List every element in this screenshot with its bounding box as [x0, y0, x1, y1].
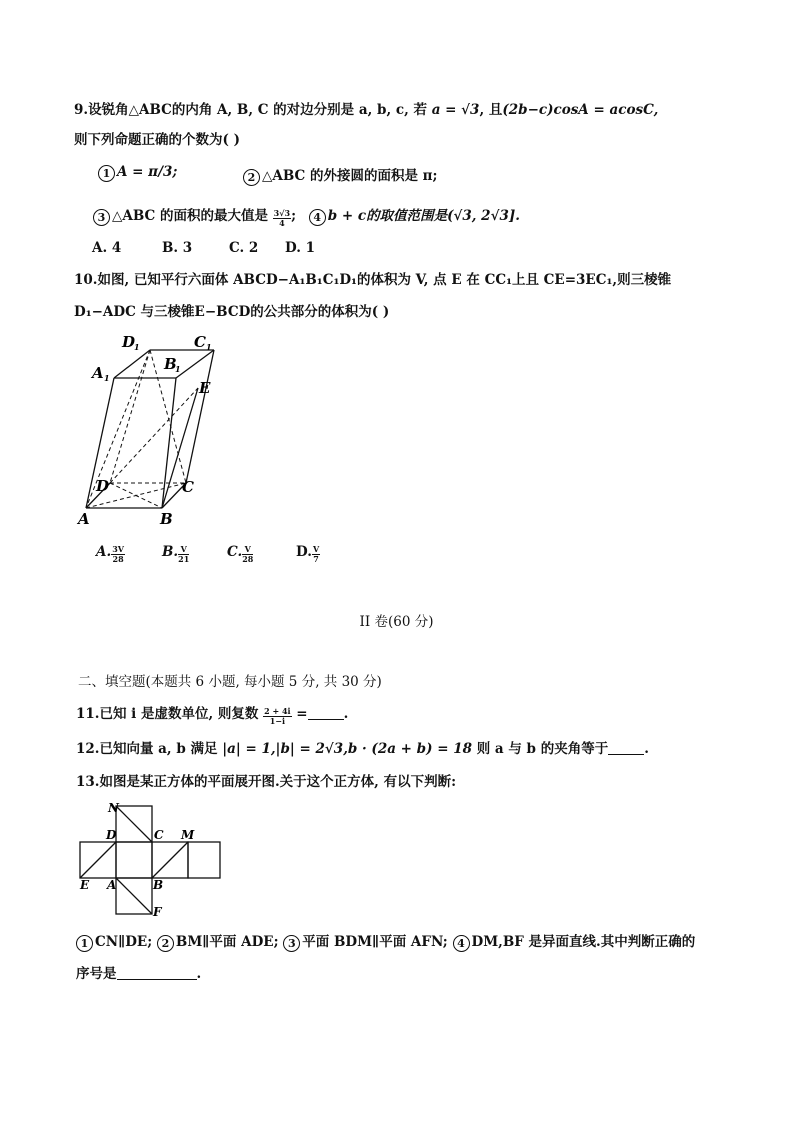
q13-option-4-text: DM,BF 是异面直线.其中判断正确的 — [471, 934, 696, 950]
svg-text:1: 1 — [104, 373, 110, 383]
q10-line2: D₁−ADC 与三棱锥E−BCD的公共部分的体积为( ) — [74, 304, 390, 320]
q9-option-3-fraction: $\frac{3√3}{4}$ — [273, 208, 291, 228]
circled-number: 1 — [98, 165, 115, 182]
net-label-C: C — [154, 828, 164, 842]
q12-stem-text: 12.已知向量 a, b 满足 — [76, 741, 218, 757]
q9-math-condition: (2b−c)cosA = acosC, — [502, 102, 659, 118]
q11-line: 11.已知 i 是虚数单位, 则复数 $\frac{2 + 4i}{1-i}$ = . — [76, 706, 349, 726]
q9-option-3: 3 △ABC 的面积的最大值是 $\frac{3√3}{4}$ ; 4 b + c的取值范围是(√3, 2√3]. — [93, 204, 520, 228]
label-A1: A — [92, 364, 104, 382]
section-2-title: II 卷(60 分) — [359, 614, 434, 630]
label-B: B — [160, 510, 173, 528]
q9-stem-text-2: , 且 — [479, 102, 503, 118]
label-C1: C — [194, 333, 206, 351]
net-label-A: A — [107, 878, 117, 892]
svg-text:1: 1 — [175, 364, 181, 374]
q9-math-a: a = √3 — [431, 102, 480, 118]
circled-number: 2 — [243, 169, 260, 186]
q10-choice-a: A. $\frac{3V}{28}$ — [96, 544, 124, 564]
q9-stem-text: 9.设锐角△ABC的内角 A, B, C 的对边分别是 a, b, c, 若 — [74, 102, 427, 118]
q11-answer-blank — [308, 719, 344, 720]
q11-stem-text: 11.已知 i 是虚数单位, 则复数 — [76, 706, 259, 722]
q12-line: 12.已知向量 a, b 满足 |a| = 1,|b| = 2√3,b · (2a + b) = 18 则 a 与 b 的夹角等于 . — [76, 741, 649, 757]
q9-choice-a: A. 4 — [92, 240, 122, 256]
q9-option-4-text: b + c的取值范围是(√3, 2√3]. — [327, 208, 520, 224]
q9-line2: 则下列命题正确的个数为( ) — [74, 132, 240, 148]
q9-option-1 — [98, 164, 177, 182]
q11-fraction: $\frac{2 + 4i}{1-i}$ — [264, 706, 291, 726]
parallelepiped-figure — [74, 330, 234, 530]
q10-choice-d: D. $\frac{V}{7}$ — [296, 544, 320, 564]
label-C: C — [182, 478, 194, 496]
net-label-N: N — [108, 801, 119, 815]
circled-number: 3 — [93, 209, 110, 226]
q12-stem-text-2: 则 a 与 b 的夹角等于 — [476, 741, 609, 757]
q13-option-2-text: BM∥平面 ADE; — [175, 934, 279, 950]
q13-line3: 序号是 . — [76, 966, 202, 982]
circled-number: 3 — [283, 935, 300, 952]
fill-in-section-header: 二、填空题(本题共 6 小题, 每小题 5 分, 共 30 分) — [78, 674, 382, 690]
q9-option-2-text: △ABC 的外接圆的面积是 π; — [262, 168, 438, 184]
q9-line1 — [74, 98, 658, 118]
q13-options-line — [76, 930, 695, 952]
net-label-E: E — [80, 878, 90, 892]
q12-math: |a| = 1,|b| = 2√3,b · (2a + b) = 18 — [222, 741, 472, 757]
q12-answer-blank — [608, 754, 644, 755]
circled-number: 2 — [157, 935, 174, 952]
label-D1: D — [122, 333, 136, 351]
q9-choice-b: B. 3 — [162, 240, 193, 256]
q13-option-3-text: 平面 BDM∥平面 AFN; — [302, 934, 448, 950]
label-A: A — [78, 510, 90, 528]
svg-text:1: 1 — [206, 342, 212, 352]
circled-number: 1 — [76, 935, 93, 952]
circled-number: 4 — [453, 935, 470, 952]
label-E: E — [199, 379, 211, 397]
q10-line1: 10.如图, 已知平行六面体 ABCD−A₁B₁C₁D₁的体积为 V, 点 E 在 CC₁上且 CE=3EC₁,则三棱锥 — [74, 272, 672, 288]
q9-choice-c: C. 2 — [229, 240, 259, 256]
label-D: D — [96, 477, 110, 495]
q10-choice-b: B. $\frac{V}{21}$ — [162, 544, 190, 564]
label-B1: B — [164, 355, 177, 373]
net-label-B: B — [153, 878, 164, 892]
net-label-F: F — [153, 905, 162, 919]
q13-option-1-text: CN∥DE; — [95, 934, 153, 950]
q9-option-3-text: △ABC 的面积的最大值是 — [112, 208, 268, 224]
cube-net-figure — [74, 798, 226, 920]
q9-option-1-text: A = π/3; — [117, 164, 178, 180]
q9-option-2 — [243, 164, 438, 186]
q13-answer-blank — [117, 979, 197, 980]
net-label-M: M — [181, 828, 195, 842]
svg-text:1: 1 — [134, 342, 140, 352]
q9-choice-d: D. 1 — [285, 240, 316, 256]
q10-choice-c: C. $\frac{V}{28}$ — [227, 544, 254, 564]
circled-number: 4 — [309, 209, 326, 226]
net-label-D: D — [106, 828, 117, 842]
q13-line1: 13.如图是某正方体的平面展开图.关于这个正方体, 有以下判断: — [76, 774, 457, 790]
